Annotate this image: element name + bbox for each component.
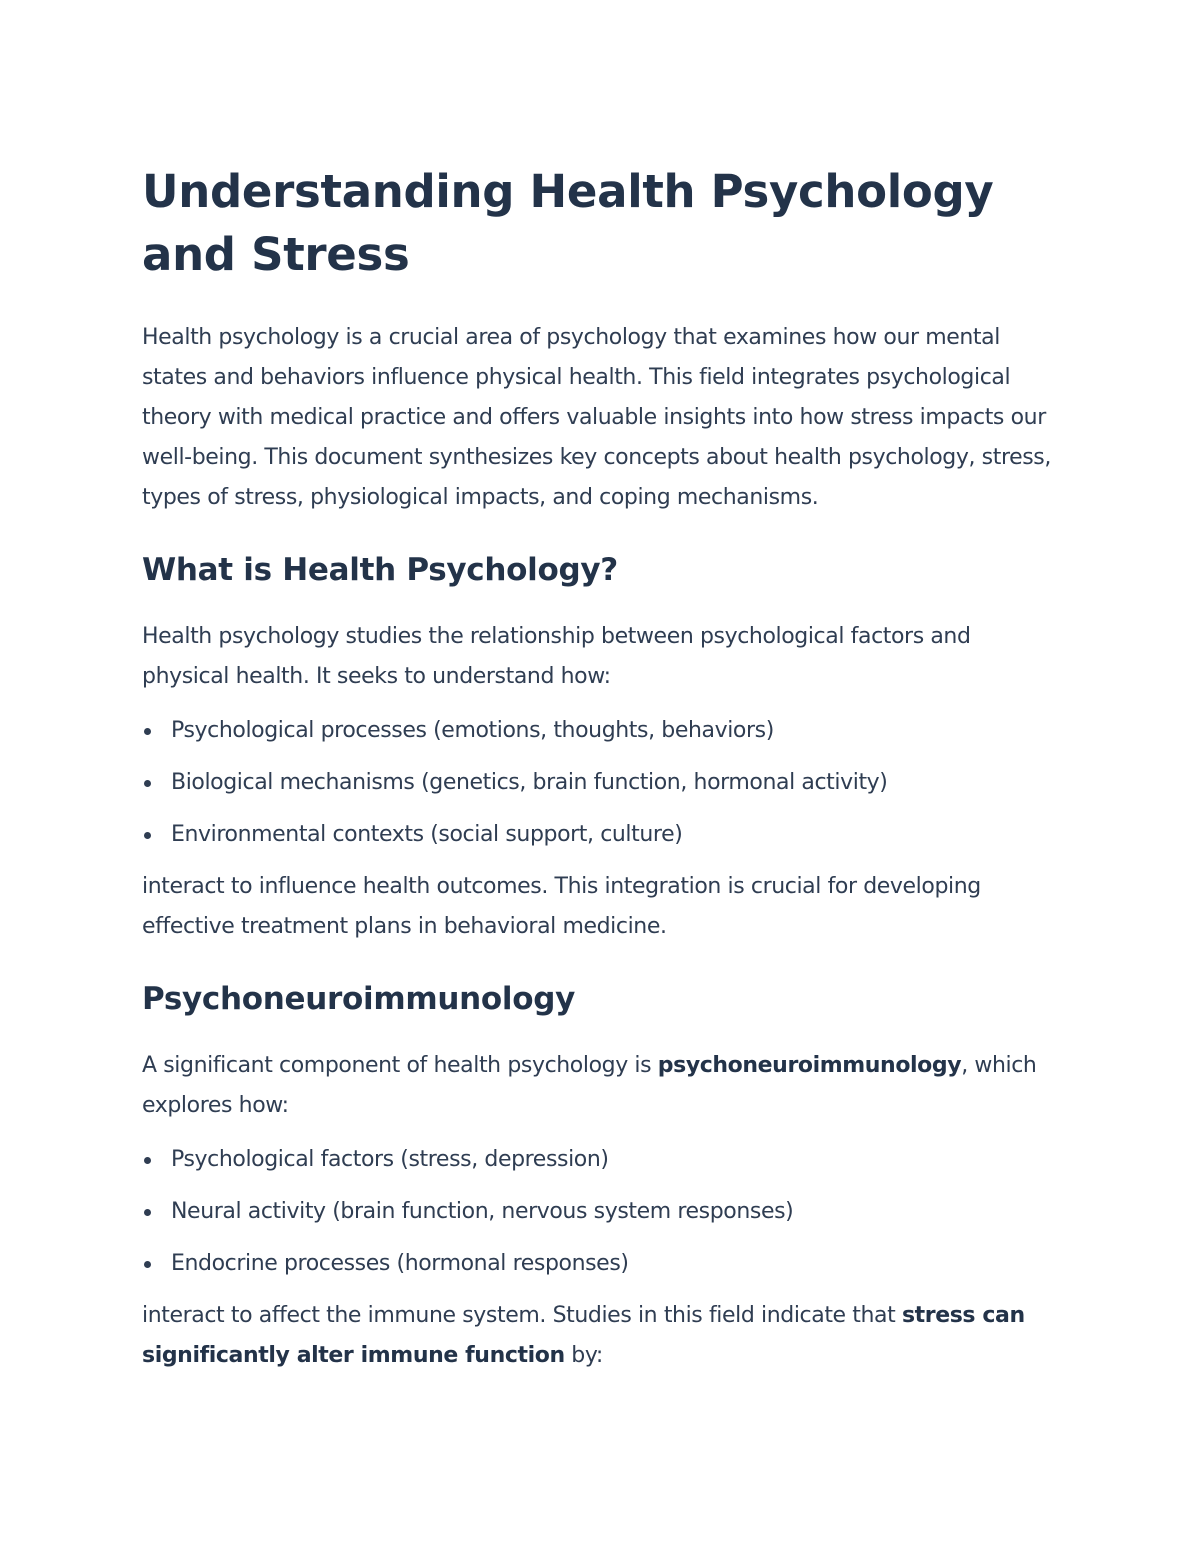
follow-text-end: by: [564,1343,603,1368]
section-heading-psychoneuroimmunology: Psychoneuroimmunology [142,981,576,1017]
list-item: Biological mechanisms (genetics, brain function, hormonal activity) [142,763,1062,803]
document-title: Understanding Health Psychology and Stress [142,165,994,281]
health-psychology-follow: interact to influence health outcomes. This integration is crucial for developing effective treatment plans in behavioral medicine. [142,874,981,939]
psychoneuroimmunology-lead [142,1046,1062,1126]
psychoneuroimmunology-follow [142,1296,1062,1376]
list-item: Psychological factors (stress, depression) [142,1140,1062,1180]
list-item: Environmental contexts (social support, culture) [142,815,1062,855]
list-item: Endocrine processes (hormonal responses) [142,1244,1062,1284]
lead-bold-term: psychoneuroimmunology [657,1053,962,1078]
document-page [142,160,1062,1376]
list-item: Psychological processes (emotions, thoughts, behaviors) [142,711,1062,751]
follow-bold-phrase: stress can significantly alter immune function [142,1303,1025,1368]
lead-text: A significant component of health psychology is [142,1053,658,1078]
intro-paragraph: Health psychology is a crucial area of psychology that examines how our mental states and behaviors influence physical health. This field integrates psychological theory with medical practice and offers valuable insights into how stress impacts our well-being. This document synthesizes key concepts about health psychology, stress, types of stress, physiological impacts, and coping mechanisms. [142,325,1051,510]
follow-text: interact to affect the immune system. Studies in this field indicate that [142,1303,902,1328]
list-item: Neural activity (brain function, nervous system responses) [142,1192,1062,1232]
health-psychology-list [142,711,1062,855]
lead-text-end: , which explores how: [142,1053,1037,1118]
section-heading-health-psychology: What is Health Psychology? [142,552,618,588]
psychoneuroimmunology-list [142,1140,1062,1284]
health-psychology-lead: Health psychology studies the relationship between psychological factors and physical health. It seeks to understand how: [142,624,971,689]
